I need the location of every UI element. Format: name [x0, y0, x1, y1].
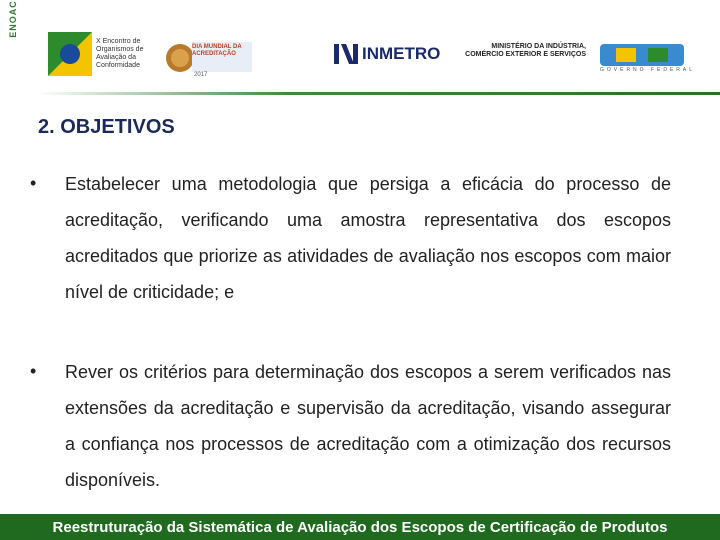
brasil-subtitle: GOVERNO FEDERAL — [600, 67, 696, 73]
footer-text: Reestruturação da Sistemática de Avaliação dos Escopos de Certificação de Produtos — [52, 519, 668, 536]
bullet-text-1: Estabelecer uma metodologia que persiga a eficácia do processo de acreditação, verificando uma amostra representativa dos escopos acreditados que priorize as atividades de avaliação nos escopos com maior nível de criticidade; e — [65, 174, 671, 302]
inmetro-icon — [334, 42, 358, 66]
inmetro-logo-text: INMETRO — [362, 44, 441, 63]
header-logos — [0, 0, 720, 88]
enoac-logo — [34, 30, 94, 78]
bullet-marker: • — [30, 361, 37, 381]
ministerio-text: MINISTÉRIO DA INDÚSTRIA, COMÉRCIO EXTERIOR E SERVIÇOS — [465, 43, 586, 58]
dia-mundial-year: 2017 — [194, 72, 208, 78]
enoac-text: X Encontro de Organismos de Avaliação da Conformidade — [96, 38, 144, 69]
bullet-text-2: Rever os critérios para determinação dos escopos a serem verificados nas extensões da acreditação e supervisão da acreditação, visando assegurar a confiança nos processos de acreditação com a otimização dos recursos disponíveis. — [65, 362, 671, 490]
header-divider — [0, 92, 720, 95]
slide-title: 2. OBJETIVOS — [38, 116, 175, 138]
dia-mundial-text: DIA MUNDIAL DA ACREDITAÇÃO — [192, 44, 242, 57]
enoac-label: ENOAC — [7, 0, 18, 38]
footer-bar — [0, 514, 720, 540]
bullet-marker: • — [30, 173, 37, 193]
